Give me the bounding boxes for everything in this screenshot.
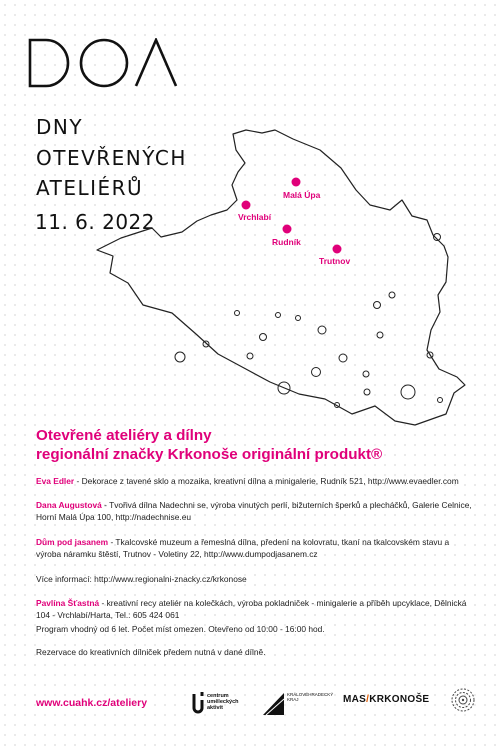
label-mala-upa: Malá Úpa [283,190,321,200]
headline [36,426,476,464]
region-outline [97,130,465,425]
entry-text: - Tkalcovské muzeum a řemeslná dílna, předení na kolovratu, tkaní na tkalcovském stavu a výroba náramku štěstí, Trutnov - Voletiny 22, http://www.dumpodjasanem.cz [36,537,450,560]
label-rudnik: Rudník [272,237,301,247]
cua-logo-text: centrum uměleckých aktivit [207,693,239,711]
program-note: Program vhodný od 6 let. Počet míst omezen. Otevřeno od 10:00 - 16:00 hod. [36,624,325,634]
entry-name: Pavlína Šťastná [36,598,100,608]
headline-line-1: Otevřené ateliéry a dílny [36,427,212,444]
entry-text: - Dekorace z tavené sklo a mozaika, kreativní dílna a minigalerie, Rudník 521, http://www.evaedler.com [74,476,459,486]
title-line-2: OTEVŘENÝCH [36,146,187,170]
entry-name: Dana Augustová [36,500,102,510]
marker-rudnik [283,225,292,234]
entry-eva-edler [36,475,476,487]
entry-dana-augustova [36,499,476,524]
marker-mala-upa [292,178,301,187]
spiral-logo-icon [450,687,476,717]
map-circles [175,234,443,408]
footer-url: www.cuahk.cz/ateliery [36,697,148,709]
entry-dum-pod-jasanem [36,536,476,561]
marker-trutnov [333,245,342,254]
entry-name: Dům pod jasanem [36,537,109,547]
event-date: 11. 6. 2022 [35,210,156,234]
entry-text: - kreativní recy ateliér na kolečkách, výroba pokladniček - minigalerie a příběh upcyklace, Dělnická 104 - Vrchlabí/Harta, Tel.: 605 424 061 [36,598,467,621]
reservation-note: Rezervace do kreativních dílniček předem nutná v dané dílně. [36,647,266,657]
mas-krkonose-logo: MAS/KRKONOŠE [343,694,430,705]
headline-line-2: regionální značky Krkonoše originální produkt® [36,446,383,463]
title-line-3: ATELIÉRŮ [36,176,144,200]
kralovehradecky-kraj-icon [262,691,286,717]
label-trutnov: Trutnov [319,256,351,266]
kralovehradecky-kraj-text: KRÁLOVÉHRADECKÝ KRAJ [287,692,334,702]
label-vrchlabi: Vrchlabí [238,212,272,222]
entry-text: - Tvořivá dílna Nadechni se, výroba vinutých perlí, bižuterních šperků a plecháčků, Galerie Celnice, Horní Malá Úpa 100, http://nadechnise.eu [36,500,472,523]
marker-vrchlabi [242,201,251,210]
entry-name: Eva Edler [36,476,75,486]
entry-pavlina-stastna [36,597,476,622]
title-line-1: DNY [36,115,84,139]
more-info: Více informací: http://www.regionalni-znacky.cz/krkonose [36,574,247,584]
cua-logo-icon [191,690,205,714]
